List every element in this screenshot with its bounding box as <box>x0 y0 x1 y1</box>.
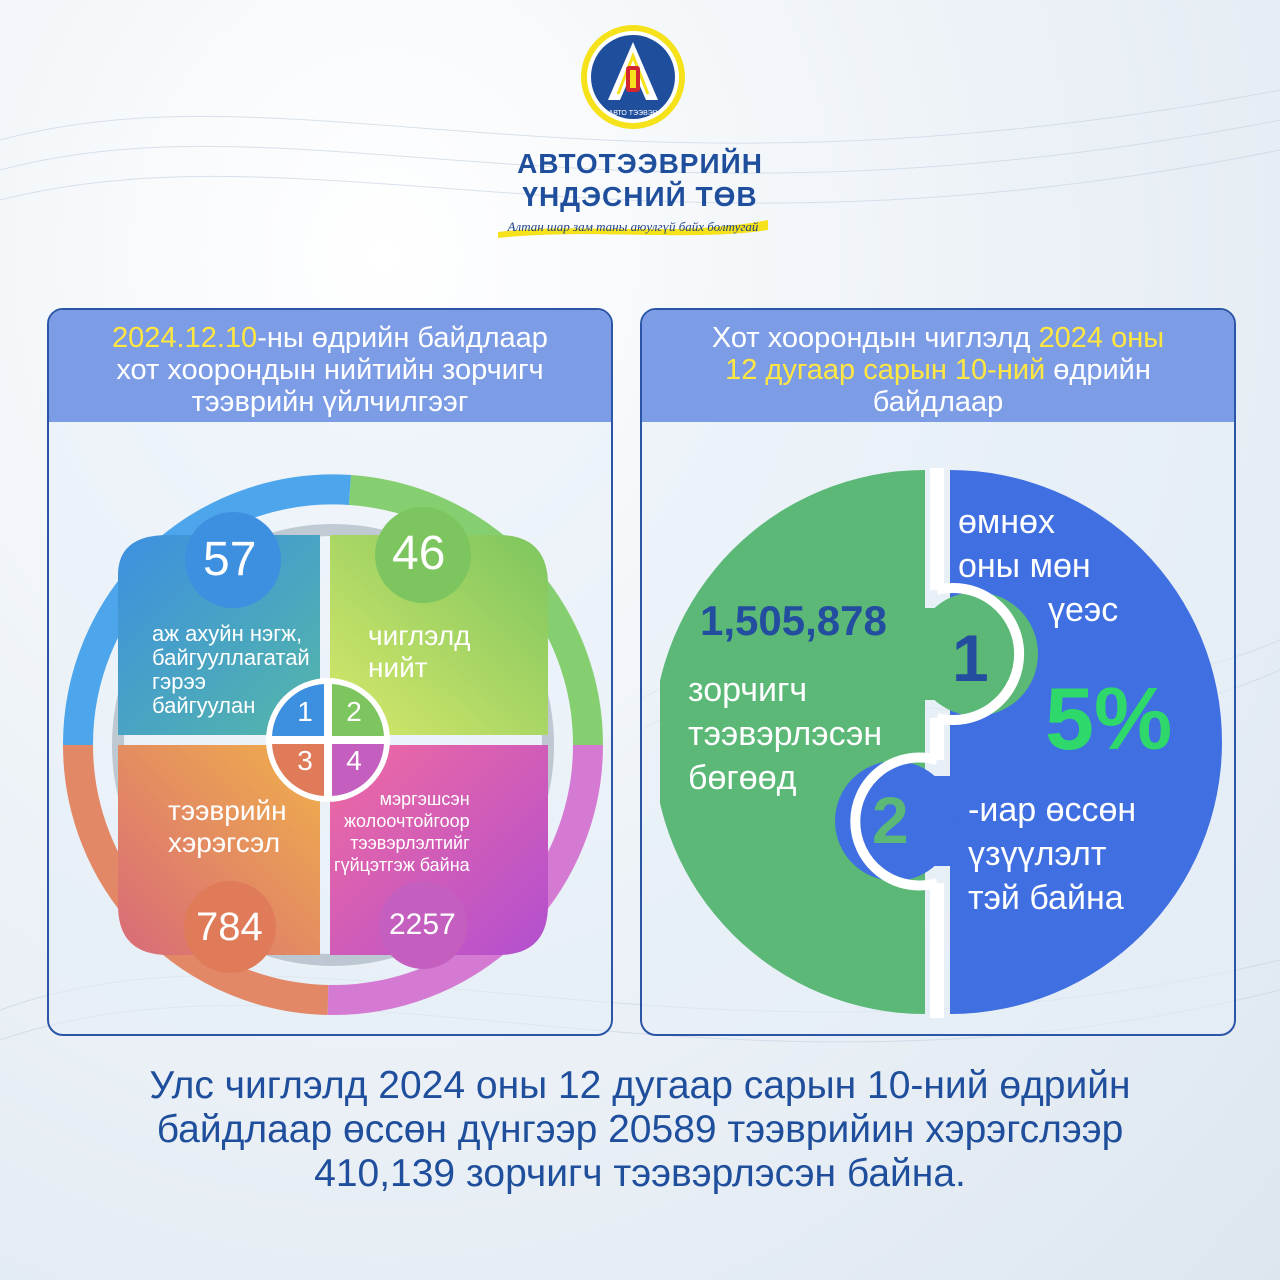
prev-year-label-line: оны мөн <box>958 547 1091 585</box>
quadrant3-value: 784 <box>196 905 263 949</box>
quadrant3-label-line: тээврийн <box>168 795 287 826</box>
footer-line: байдлаар өссөн дүнгээр 20589 тээврийин хэрэгслээр <box>156 1108 1124 1151</box>
prev-year-label-line: үеэс <box>1048 591 1119 629</box>
quadrant2-label-line: нийт <box>368 652 428 683</box>
left-title-line1 <box>49 322 611 354</box>
org-name-line1: АВТОТЭЭВРИЙН <box>517 148 763 179</box>
quadrant3-index: 3 <box>297 745 313 776</box>
footer-line: Улс чиглэлд 2024 оны 12 дугаар сарын 10-ний өдрийн <box>149 1064 1131 1107</box>
quadrant4-label-line: тээвэрлэлтийг <box>350 833 470 853</box>
quadrant1-label-line: байгууллагатай <box>152 645 310 670</box>
quadrant4-index: 4 <box>346 745 362 776</box>
growth-label-line: үзүүлэлт <box>968 835 1107 873</box>
growth-label-line: -иар өссөн <box>968 791 1137 829</box>
passengers-label-line: бөгөөд <box>688 759 797 797</box>
growth-percent: 5% <box>1045 669 1173 768</box>
quadrant1-label-line: гэрээ <box>152 669 206 694</box>
quadrant1-label-line: байгуулан <box>152 693 256 718</box>
right-panel-header <box>642 310 1234 422</box>
left-title-rest: -ны өдрийн байдлаар <box>257 322 548 354</box>
quadrant2-index: 2 <box>346 696 362 727</box>
logo-text: АВТО ТЭЭВЭР <box>608 110 658 117</box>
footer-line: 410,139 зорчигч тээвэрлэсэн байна. <box>314 1152 966 1195</box>
right-title-year: 2024 оны <box>1038 322 1165 354</box>
org-name-line2: ҮНДЭСНИЙ ТӨВ <box>522 181 758 212</box>
quadrant-circle-graphic <box>58 465 608 1025</box>
right-title-part: өдрийн <box>1045 354 1151 386</box>
quadrant4-label-line: мэргэшсэн <box>379 789 470 809</box>
left-panel-header <box>49 310 611 422</box>
quadrant2-value: 46 <box>392 527 446 580</box>
quadrant3-label <box>168 795 287 859</box>
right-title-date: 12 дугаар сарын 10-ний <box>725 354 1046 386</box>
puzzle-piece-1: 1 <box>952 621 989 695</box>
right-title-line1 <box>642 322 1234 354</box>
quadrant4-label-line: жолоочтойгоор <box>343 811 470 831</box>
quadrant1-label-line: аж ахуйн нэгж, <box>152 621 303 646</box>
footer-summary <box>30 1064 1250 1196</box>
left-title-date: 2024.12.10 <box>112 322 258 354</box>
quadrant1-index: 1 <box>297 696 313 727</box>
passengers-label-line: тээвэрлэсэн <box>688 715 883 753</box>
quadrant2-label <box>368 620 471 684</box>
quadrant4-label-line: гүйцэтгэж байна <box>334 855 470 875</box>
passengers-value: 1,505,878 <box>700 597 887 644</box>
right-title-line3: байдлаар <box>872 386 1004 418</box>
growth-label <box>968 788 1136 920</box>
growth-label-line: тэй байна <box>968 879 1124 917</box>
right-title-part: Хот хоорондын чиглэлд <box>711 322 1039 354</box>
quadrant3-label-line: хэрэгсэл <box>168 827 281 858</box>
slogan: Алтан шар зам таны аюулгүй байх болтугай <box>507 219 759 234</box>
right-title-line2 <box>642 354 1234 386</box>
passengers-label <box>688 668 882 800</box>
quadrant1-value: 57 <box>203 533 257 586</box>
left-title-line2: хот хоорондын нийтийн зорчигч <box>116 354 544 386</box>
logo-emblem <box>578 22 688 132</box>
prev-year-label-line: өмнөх <box>958 503 1055 541</box>
quadrant4-label <box>334 788 470 876</box>
quadrant2-label-line: чиглэлд <box>368 620 471 651</box>
passengers-label-line: зорчигч <box>688 671 808 709</box>
left-title-line3: тээврийн үйлчилгээг <box>191 386 469 418</box>
prev-year-label <box>958 500 1118 632</box>
quadrant4-value: 2257 <box>389 908 456 941</box>
puzzle-piece-2: 2 <box>872 783 909 857</box>
